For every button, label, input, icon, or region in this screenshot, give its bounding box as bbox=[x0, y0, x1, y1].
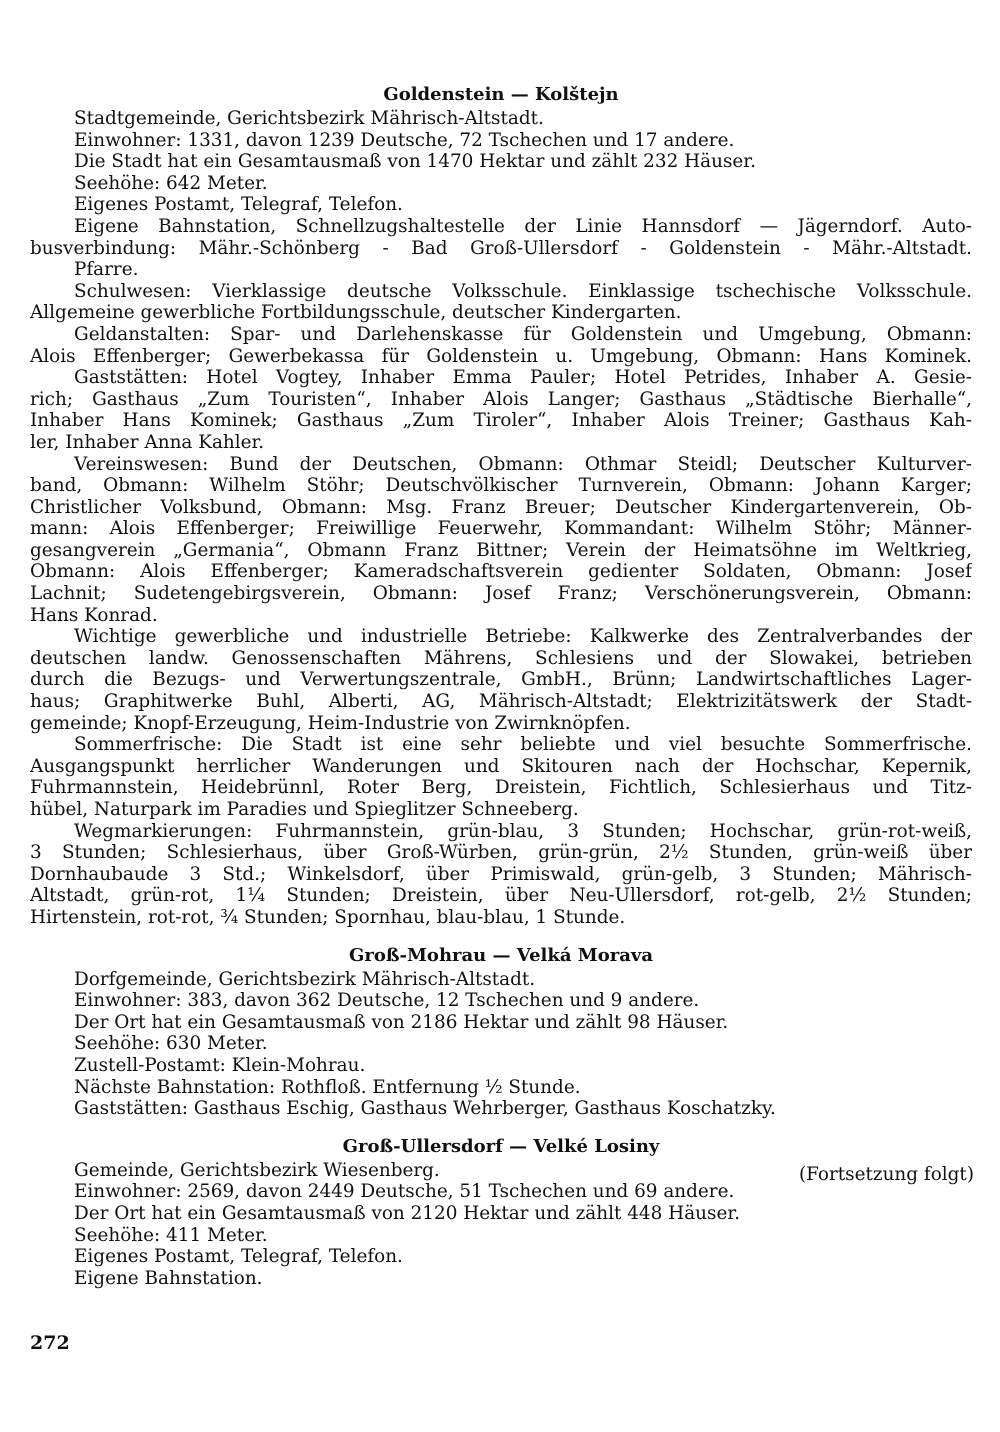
text-line: deutschen landw. Genossenschaften Mährens, Schlesiens und der Slowakei, betrieben bbox=[30, 647, 972, 669]
section-gross-mohrau bbox=[30, 945, 972, 1120]
text-line: hübel, Naturpark im Paradies und Spieglitzer Schneeberg. bbox=[30, 799, 579, 820]
section-title: Groß-Ullersdorf — Velké Losiny bbox=[342, 1135, 660, 1157]
page-number: 272 bbox=[30, 1332, 70, 1354]
text-line: band, Obmann: Wilhelm Stöhr; Deutschvölkischer Turnverein, Obmann: Johann Karger; bbox=[30, 475, 972, 497]
text-line: Gaststätten: Hotel Vogtey, Inhaber Emma Pauler; Hotel Petrides, Inhaber A. Gesie- bbox=[74, 367, 972, 389]
section-text bbox=[30, 969, 972, 1120]
text-line: Seehöhe: 630 Meter. bbox=[74, 1033, 268, 1055]
text-line: Einwohner: 383, davon 362 Deutsche, 12 Tschechen und 9 andere. bbox=[74, 990, 700, 1012]
text-line: Die Stadt hat ein Gesamtausmaß von 1470 Hektar und zählt 232 Häuser. bbox=[74, 151, 756, 173]
section-title: Groß-Mohrau — Velká Morava bbox=[349, 944, 653, 966]
text-line: Geldanstalten: Spar- und Darlehenskasse für Goldenstein und Umgebung, Obmann: bbox=[74, 323, 972, 345]
text-line: Dornhaubaude 3 Std.; Winkelsdorf, über Primiswald, grün-gelb, 3 Stunden; Mährisch- bbox=[30, 863, 972, 885]
section-goldenstein bbox=[30, 84, 972, 929]
section-gross-ullersdorf bbox=[30, 1136, 972, 1290]
text-line: Zustell-Postamt: Klein-Mohrau. bbox=[74, 1054, 366, 1076]
text-line: Ausgangspunkt herrlicher Wanderungen und Skitouren nach der Hochschar, Kepernik, bbox=[30, 755, 972, 777]
text-line: Hans Konrad. bbox=[30, 604, 158, 626]
text-line: gesangverein „Germania“, Obmann Franz Bittner; Verein der Heimatsöhne im Weltkrieg, bbox=[30, 539, 972, 561]
text-line: ler, Inhaber Anna Kahler. bbox=[30, 431, 265, 453]
text-line: durch die Bezugs- und Verwertungszentrale, GmbH., Brünn; Landwirtschaftliches Lager- bbox=[30, 669, 972, 691]
text-line: Gemeinde, Gerichtsbezirk Wiesenberg. bbox=[74, 1159, 440, 1181]
text-line: Lachnit; Sudetengebirgsverein, Obmann: Josef Franz; Verschönerungsverein, Obmann: bbox=[30, 583, 972, 605]
text-line: Eigenes Postamt, Telegraf, Telefon. bbox=[74, 194, 403, 216]
text-line: Eigene Bahnstation, Schnellzugshaltestelle der Linie Hannsdorf — Jägerndorf. Auto- bbox=[74, 215, 972, 237]
section-text bbox=[30, 1160, 972, 1290]
text-line: Vereinswesen: Bund der Deutschen, Obmann: Othmar Steidl; Deutscher Kulturver- bbox=[74, 453, 972, 475]
text-line: Fuhrmannstein, Heidebrünnl, Roter Berg, Dreistein, Fichtlich, Schlesierhaus und Titz- bbox=[30, 777, 972, 799]
text-line: Der Ort hat ein Gesamtausmaß von 2186 Hektar und zählt 98 Häuser. bbox=[74, 1011, 729, 1033]
document-body bbox=[30, 84, 972, 1289]
text-line: Der Ort hat ein Gesamtausmaß von 2120 Hektar und zählt 448 Häuser. bbox=[74, 1202, 740, 1224]
text-line: Nächste Bahnstation: Rothfloß. Entfernung ½ Stunde. bbox=[74, 1076, 581, 1098]
text-line: Obmann: Alois Effenberger; Kameradschaftsverein gedienter Soldaten, Obmann: Josef bbox=[30, 561, 972, 583]
text-line: Schulwesen: Vierklassige deutsche Volksschule. Einklassige tschechische Volksschule. bbox=[74, 280, 972, 302]
text-line: Seehöhe: 411 Meter. bbox=[74, 1224, 268, 1246]
text-line: Pfarre. bbox=[74, 259, 139, 281]
text-line: Stadtgemeinde, Gerichtsbezirk Mährisch-Altstadt. bbox=[74, 108, 544, 129]
text-line: Gaststätten: Gasthaus Eschig, Gasthaus Wehrberger, Gasthaus Koschatzky. bbox=[74, 1098, 776, 1120]
text-line: Eigene Bahnstation. bbox=[74, 1267, 263, 1289]
continuation-note: (Fortsetzung folgt) bbox=[799, 1163, 974, 1185]
text-line: mann: Alois Effenberger; Freiwillige Feuerwehr, Kommandant: Wilhelm Stöhr; Männer- bbox=[30, 518, 972, 540]
text-line: Alois Effenberger; Gewerbekassa für Goldenstein u. Umgebung, Obmann: Hans Kominek. bbox=[30, 345, 972, 367]
text-line: gemeinde; Knopf-Erzeugung, Heim-Industrie von Zwirnknöpfen. bbox=[30, 712, 631, 734]
text-line: 3 Stunden; Schlesierhaus, über Groß-Würben, grün-grün, 2½ Stunden, grün-weiß über bbox=[30, 842, 972, 864]
text-line: Allgemeine gewerbliche Fortbildungsschule, deutscher Kindergarten. bbox=[30, 302, 682, 324]
text-line: Seehöhe: 642 Meter. bbox=[74, 172, 268, 194]
text-line: Eigenes Postamt, Telegraf, Telefon. bbox=[74, 1246, 403, 1268]
text-line: haus; Graphitwerke Buhl, Alberti, AG, Mährisch-Altstadt; Elektrizitätswerk der Stadt- bbox=[30, 691, 972, 713]
text-line: Wichtige gewerbliche und industrielle Betriebe: Kalkwerke des Zentralverbandes der bbox=[74, 626, 972, 648]
text-line: Hirtenstein, rot-rot, ¾ Stunden; Spornhau, blau-blau, 1 Stunde. bbox=[30, 906, 626, 928]
text-line: Christlicher Volksbund, Obmann: Msg. Franz Breuer; Deutscher Kindergartenverein, Ob- bbox=[30, 496, 972, 518]
text-line: Einwohner: 2569, davon 2449 Deutsche, 51 Tschechen und 69 andere. bbox=[74, 1181, 735, 1203]
text-line: Sommerfrische: Die Stadt ist eine sehr beliebte und viel besuchte Sommerfrische. bbox=[74, 734, 972, 756]
text-line: Inhaber Hans Kominek; Gasthaus „Zum Tiroler“, Inhaber Alois Treiner; Gasthaus Kah- bbox=[30, 410, 972, 432]
text-line: Altstadt, grün-rot, 1¼ Stunden; Dreistein, über Neu-Ullersdorf, rot-gelb, 2½ Stunden; bbox=[30, 885, 972, 907]
section-text bbox=[30, 108, 972, 929]
text-line: rich; Gasthaus „Zum Touristen“, Inhaber Alois Langer; Gasthaus „Städtische Bierhalle“, bbox=[30, 388, 972, 410]
text-line: Dorfgemeinde, Gerichtsbezirk Mährisch-Altstadt. bbox=[74, 968, 536, 990]
section-title: Goldenstein — Kolštejn bbox=[383, 84, 619, 105]
text-line: Einwohner: 1331, davon 1239 Deutsche, 72 Tschechen und 17 andere. bbox=[74, 129, 735, 151]
text-line: busverbindung: Mähr.-Schönberg - Bad Groß-Ullersdorf - Goldenstein - Mähr.-Altstadt. bbox=[30, 237, 972, 259]
text-line: Wegmarkierungen: Fuhrmannstein, grün-blau, 3 Stunden; Hochschar, grün-rot-weiß, bbox=[74, 820, 972, 842]
